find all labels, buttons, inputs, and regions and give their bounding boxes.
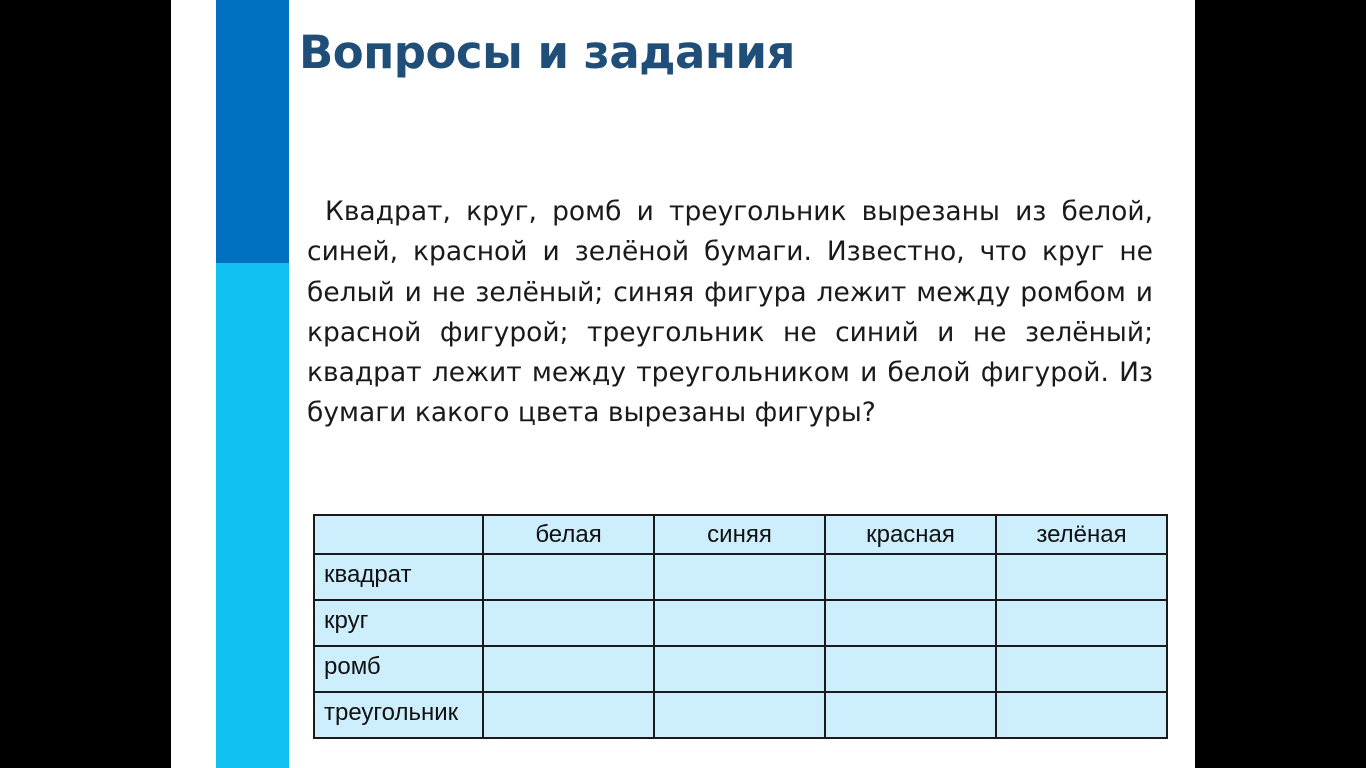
- table-row: [314, 692, 1167, 738]
- table-cell: [654, 646, 825, 692]
- table-cell: [825, 600, 996, 646]
- table-row-label: квадрат: [314, 554, 483, 600]
- table-row: [314, 554, 1167, 600]
- accent-bar-light: [216, 263, 289, 768]
- table-cell: [996, 646, 1167, 692]
- table-row: [314, 600, 1167, 646]
- table-cell: [483, 646, 654, 692]
- slide-title: Вопросы и задания: [299, 26, 795, 79]
- table-cell: [825, 646, 996, 692]
- table-row: [314, 646, 1167, 692]
- table-header-corner: [314, 515, 483, 554]
- table-row-label: треугольник: [314, 692, 483, 738]
- table-header-cell: синяя: [654, 515, 825, 554]
- table-cell: [654, 554, 825, 600]
- table-header-cell: красная: [825, 515, 996, 554]
- table-cell: [996, 600, 1167, 646]
- answer-table: [313, 514, 1168, 739]
- accent-bar-dark: [216, 0, 289, 263]
- slide: [171, 0, 1195, 768]
- task-text: Квадрат, круг, ромб и треугольник вырезаны из белой, синей, красной и зелёной бумаги. Известно, что круг не белый и не зелёный; синяя фигура лежит между ромбом и красной фигурой; треугольник не синий и не зелёный; квадрат лежит между треугольником и белой фигурой. Из бумаги какого цвета вырезаны фигуры?: [307, 196, 1153, 429]
- table-row-label: круг: [314, 600, 483, 646]
- table-cell: [996, 692, 1167, 738]
- table-header-cell: белая: [483, 515, 654, 554]
- table-cell: [825, 554, 996, 600]
- table-cell: [654, 692, 825, 738]
- table-header-cell: зелёная: [996, 515, 1167, 554]
- table-cell: [483, 554, 654, 600]
- table-header-row: [314, 515, 1167, 554]
- table-cell: [654, 600, 825, 646]
- table-cell: [483, 692, 654, 738]
- table-cell: [825, 692, 996, 738]
- table-cell: [996, 554, 1167, 600]
- table-row-label: ромб: [314, 646, 483, 692]
- table-cell: [483, 600, 654, 646]
